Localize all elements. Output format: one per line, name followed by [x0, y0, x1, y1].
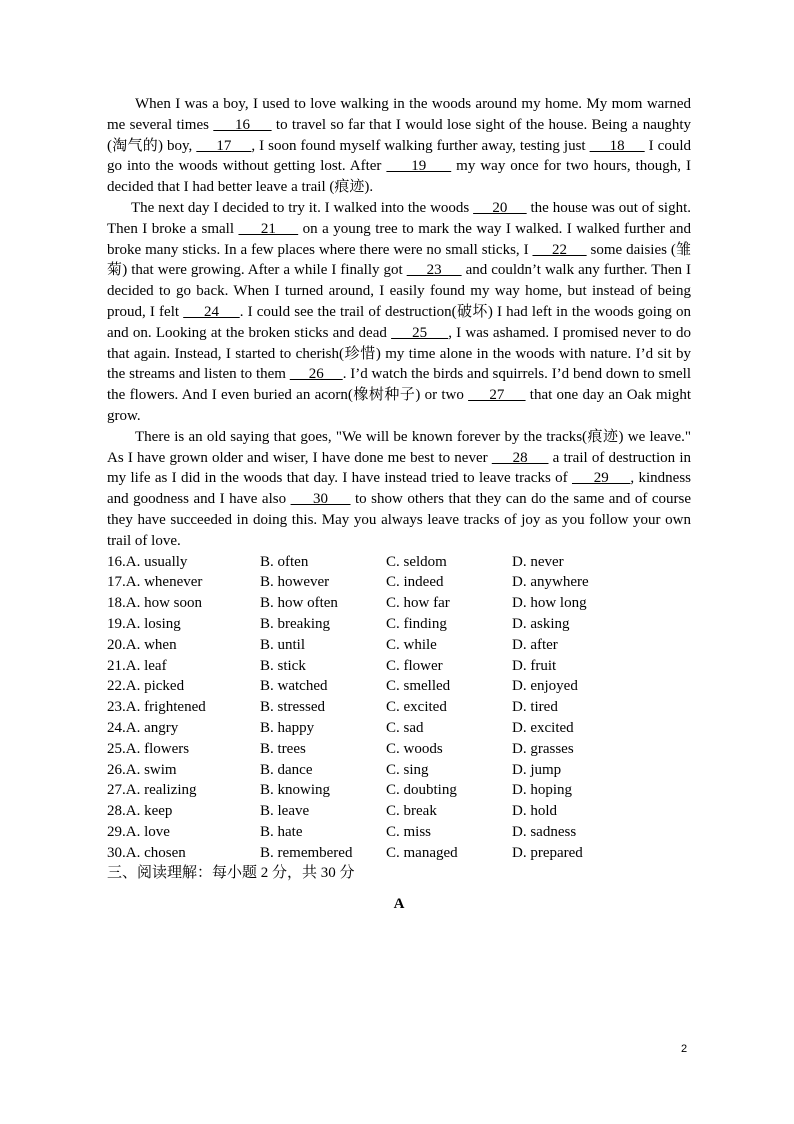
answer-blank: 25	[391, 324, 449, 341]
option-row	[107, 780, 691, 801]
option-d: D. enjoyed	[512, 678, 578, 695]
passage-text: When I was a boy, I used to love walking in the woods around my home. My mom warned me several times	[107, 96, 691, 133]
option-d: D. jump	[512, 761, 562, 778]
option-d: D. prepared	[512, 844, 583, 861]
option-b: B. stick	[260, 657, 306, 674]
passage-text: to show others that they can do the same and of course they have succeeded in doing this. May you always leave tracks of joy as you follow your own trail of love.	[107, 491, 692, 549]
option-c: C. finding	[386, 615, 447, 632]
option-d: D. grasses	[512, 740, 574, 757]
answer-blank: 19	[386, 158, 452, 175]
option-a: 27.A. realizing	[107, 782, 197, 799]
option-d: D. asking	[512, 615, 570, 632]
page-number: 2	[681, 1043, 688, 1055]
option-row	[107, 739, 691, 760]
option-b: B. how often	[260, 595, 338, 612]
option-a: 23.A. frightened	[107, 699, 206, 716]
passage-text: some daisies (雏菊) that were growing. After a while I finally got	[107, 241, 692, 279]
option-b: B. remembered	[260, 844, 353, 861]
option-row	[107, 572, 691, 593]
answer-blank: 29	[571, 470, 631, 487]
option-d: D. fruit	[512, 657, 557, 674]
answer-blank: 22	[532, 241, 587, 258]
option-b: B. watched	[260, 678, 328, 695]
option-b: B. knowing	[260, 782, 331, 799]
option-a: 28.A. keep	[107, 803, 173, 820]
option-b: B. however	[260, 574, 330, 591]
answer-blank: 24	[183, 303, 240, 320]
option-d: D. never	[512, 553, 564, 570]
passage-text: a trail of destruction in my life as I did in the woods that day. I have instead tried to leave tracks of	[107, 449, 691, 487]
option-a: 18.A. how soon	[107, 595, 203, 612]
option-b: B. dance	[260, 761, 313, 778]
answer-blank: 21	[238, 220, 299, 237]
option-b: B. breaking	[260, 615, 330, 632]
option-a: 22.A. picked	[107, 678, 185, 695]
answer-blank: 30	[290, 491, 351, 508]
passage-text: on a young tree to mark the way I walked. I walked further and broke many sticks. In a few places where there were no small sticks, I	[107, 220, 691, 258]
passage-paragraph-1	[107, 94, 691, 198]
passage-text: . I could see the trail of destruction(破坏) I had left in the woods going on and on. Looking at the broken sticks and dead	[107, 303, 692, 341]
option-d: D. anywhere	[512, 574, 589, 591]
option-row	[107, 552, 691, 573]
option-c: C. managed	[386, 844, 458, 861]
answer-blank: 18	[589, 137, 645, 154]
option-a: 16.A. usually	[107, 553, 188, 570]
option-a: 24.A. angry	[107, 719, 179, 736]
passage-text: and couldn’t walk any further. Then I decided to go back. When I turned around, I easily found my way home, but instead of being proud, I felt	[107, 262, 692, 320]
answer-options	[107, 552, 691, 864]
option-a: 17.A. whenever	[107, 574, 203, 591]
answer-blank: 23	[406, 262, 462, 279]
answer-blank: 26	[289, 366, 343, 383]
option-d: D. hold	[512, 803, 557, 820]
passage-text: , kindness and goodness and I have also	[107, 470, 692, 508]
option-c: C. miss	[386, 823, 432, 840]
option-d: D. after	[512, 636, 558, 653]
option-b: B. trees	[260, 740, 306, 757]
passage-text: the house was out of sight. Then I broke a small	[107, 199, 692, 237]
option-d: D. tired	[512, 699, 558, 716]
option-a: 19.A. losing	[107, 615, 181, 632]
answer-blank: 20	[473, 199, 527, 216]
option-row	[107, 843, 691, 864]
option-c: C. break	[386, 803, 437, 820]
option-b: B. happy	[260, 719, 315, 736]
option-b: B. until	[260, 636, 306, 653]
option-b: B. hate	[260, 823, 303, 840]
option-a: 26.A. swim	[107, 761, 177, 778]
passage-text: that one day an Oak might grow.	[107, 387, 691, 424]
option-b: B. stressed	[260, 699, 325, 716]
passage-text: , I soon found myself walking further away, testing just	[251, 137, 590, 154]
option-row	[107, 801, 691, 822]
option-row	[107, 697, 691, 718]
option-c: C. doubting	[386, 782, 457, 799]
option-c: C. seldom	[386, 553, 447, 570]
option-b: B. leave	[260, 803, 310, 820]
option-c: C. indeed	[386, 574, 444, 591]
answer-blank: 17	[196, 137, 252, 154]
option-row	[107, 822, 691, 843]
option-a: 29.A. love	[107, 823, 170, 840]
document-page	[107, 94, 691, 914]
option-c: C. sad	[386, 719, 424, 736]
option-c: C. sing	[386, 761, 429, 778]
option-d: D. hoping	[512, 782, 572, 799]
part-label: A	[393, 896, 405, 913]
option-c: C. flower	[386, 657, 443, 674]
option-c: C. woods	[386, 740, 443, 757]
option-row	[107, 593, 691, 614]
passage-text: The next day I decided to try it. I walked into the woods	[131, 199, 474, 216]
option-d: D. how long	[512, 595, 587, 612]
option-row	[107, 760, 691, 781]
option-d: D. excited	[512, 719, 574, 736]
option-a: 30.A. chosen	[107, 844, 186, 861]
option-row	[107, 656, 691, 677]
option-a: 20.A. when	[107, 636, 177, 653]
answer-blank: 27	[468, 387, 526, 404]
option-b: B. often	[260, 553, 309, 570]
option-c: C. smelled	[386, 678, 451, 695]
passage-text: , I was ashamed. I promised never to do that again. Instead, I started to cherish(珍惜) my time alone in the woods with nature. I’d sit by the streams and listen to them	[107, 324, 692, 383]
option-row	[107, 635, 691, 656]
passage-text: my way once for two hours, though, I decided that I had better leave a trail (痕迹).	[107, 158, 691, 196]
option-c: C. excited	[386, 699, 447, 716]
passage-text: There is an old saying that goes, "We will be known forever by the tracks(痕迹) we leave." As I have grown older and wiser, I have done me best to never	[107, 428, 691, 466]
answer-blank: 16	[213, 116, 272, 133]
answer-blank: 28	[491, 449, 549, 466]
option-row	[107, 718, 691, 739]
passage-text: . I’d watch the birds and squirrels. I’d bend down to smell the flowers. And I even buried an acorn(橡树种子) or two	[107, 366, 692, 404]
option-row	[107, 676, 691, 697]
passage-text: to travel so far that I would lose sight of the house. Being a naughty (淘气的) boy,	[107, 116, 692, 154]
passage-paragraph-3	[107, 427, 691, 552]
passage-text: I could go into the woods without getting lost. After	[107, 137, 692, 175]
option-c: C. while	[386, 636, 437, 653]
section-title: 三、阅读理解：每小题 2 分，共 30 分	[107, 865, 355, 882]
option-c: C. how far	[386, 595, 450, 612]
passage-paragraph-2	[107, 198, 691, 427]
option-a: 25.A. flowers	[107, 740, 190, 757]
option-a: 21.A. leaf	[107, 657, 167, 674]
option-d: D. sadness	[512, 823, 577, 840]
option-row	[107, 614, 691, 635]
